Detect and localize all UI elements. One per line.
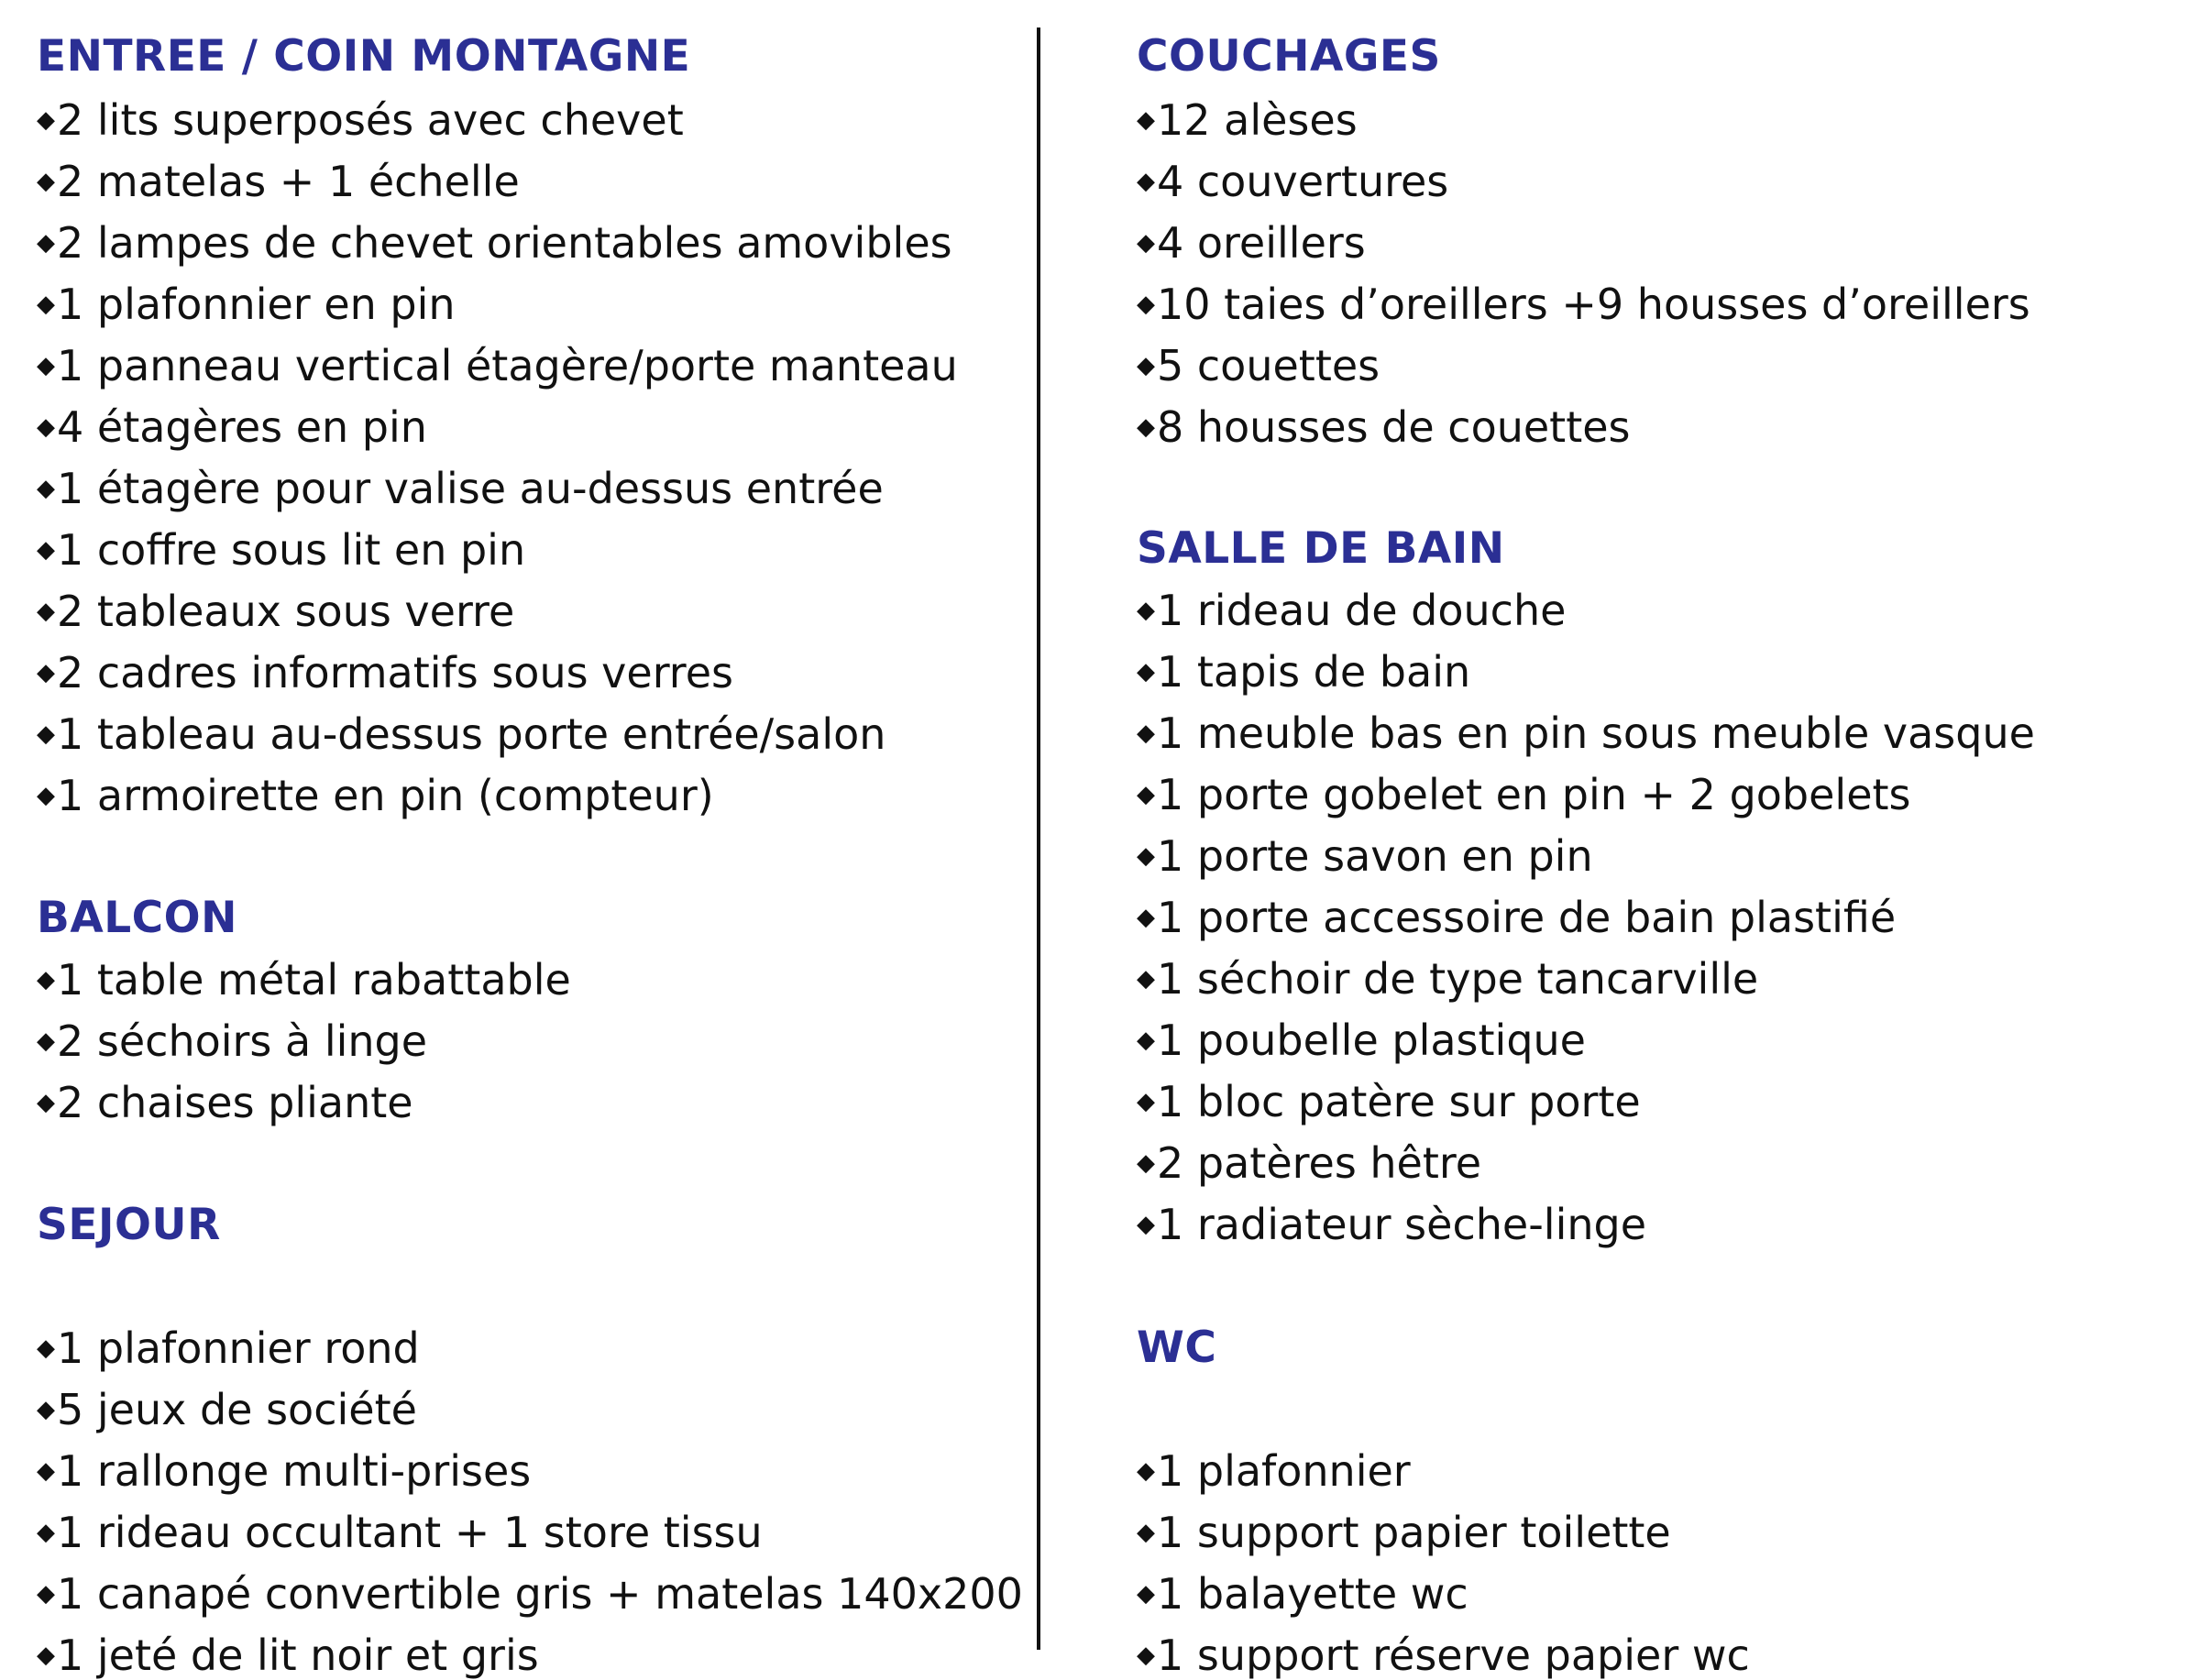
bullet-icon: ◆	[1137, 1026, 1155, 1054]
list-item: ◆4 étagères en pin	[37, 402, 427, 452]
section-heading-salle-de-bain: SALLE DE BAIN	[1137, 523, 1505, 574]
column-divider	[1037, 27, 1040, 1650]
bullet-icon: ◆	[1137, 1579, 1155, 1608]
bullet-icon: ◆	[37, 597, 55, 625]
bullet-icon: ◆	[1137, 1518, 1155, 1546]
list-item: ◆1 rideau occultant + 1 store tissu	[37, 1508, 763, 1557]
bullet-icon: ◆	[1137, 1087, 1155, 1115]
list-item: ◆1 rideau de douche	[1137, 586, 1567, 635]
list-item: ◆1 support réserve papier wc	[1137, 1631, 1750, 1680]
list-item: ◆1 tableau au-dessus porte entrée/salon	[37, 709, 886, 759]
list-item: ◆5 jeux de société	[37, 1385, 417, 1434]
list-item: ◆1 armoirette en pin (compteur)	[37, 771, 714, 820]
list-item: ◆1 panneau vertical étagère/porte manteau	[37, 341, 958, 390]
bullet-icon: ◆	[37, 290, 55, 318]
list-item: ◆1 plafonnier rond	[37, 1323, 420, 1373]
bullet-icon: ◆	[37, 781, 55, 809]
bullet-icon: ◆	[1137, 351, 1155, 379]
bullet-icon: ◆	[37, 1395, 55, 1423]
bullet-icon: ◆	[37, 351, 55, 379]
bullet-icon: ◆	[1137, 1148, 1155, 1177]
right-column	[1137, 0, 2182, 1680]
list-item: ◆2 matelas + 1 échelle	[37, 157, 520, 206]
bullet-icon: ◆	[37, 167, 55, 195]
bullet-icon: ◆	[37, 535, 55, 564]
list-item: ◆1 plafonnier en pin	[37, 280, 456, 329]
bullet-icon: ◆	[37, 965, 55, 994]
list-item: ◆1 table métal rabattable	[37, 955, 571, 1005]
list-item: ◆4 couvertures	[1137, 157, 1449, 206]
bullet-icon: ◆	[1137, 841, 1155, 870]
bullet-icon: ◆	[1137, 1641, 1155, 1669]
section-heading-entree: ENTREE / COIN MONTAGNE	[37, 31, 691, 82]
list-item: ◆2 lits superposés avec chevet	[37, 95, 684, 145]
list-item: ◆8 housses de couettes	[1137, 402, 1631, 452]
list-item: ◆5 couettes	[1137, 341, 1380, 390]
bullet-icon: ◆	[37, 719, 55, 748]
list-item: ◆2 tableaux sous verre	[37, 587, 515, 636]
bullet-icon: ◆	[37, 1518, 55, 1546]
bullet-icon: ◆	[37, 1088, 55, 1116]
section-heading-wc: WC	[1137, 1323, 1217, 1373]
bullet-icon: ◆	[1137, 719, 1155, 747]
list-item: ◆12 alèses	[1137, 95, 1358, 145]
list-item: ◆2 chaises pliante	[37, 1078, 413, 1127]
list-item: ◆1 plafonnier	[1137, 1446, 1411, 1496]
list-item: ◆1 poubelle plastique	[1137, 1016, 1586, 1065]
list-item: ◆2 lampes de chevet orientables amovibles	[37, 218, 952, 268]
bullet-icon: ◆	[37, 1641, 55, 1669]
list-item: ◆1 porte savon en pin	[1137, 831, 1593, 881]
list-item: ◆1 jeté de lit noir et gris	[37, 1631, 539, 1680]
bullet-icon: ◆	[1137, 412, 1155, 441]
list-item: ◆10 taies d’oreillers +9 housses d’oreillers	[1137, 280, 2030, 329]
list-item: ◆4 oreillers	[1137, 218, 1366, 268]
section-heading-balcon: BALCON	[37, 893, 237, 943]
bullet-icon: ◆	[1137, 780, 1155, 808]
bullet-icon: ◆	[37, 658, 55, 686]
bullet-icon: ◆	[1137, 290, 1155, 318]
bullet-icon: ◆	[1137, 105, 1155, 134]
list-item: ◆1 meuble bas en pin sous meuble vasque	[1137, 708, 2035, 758]
bullet-icon: ◆	[1137, 1210, 1155, 1238]
bullet-icon: ◆	[37, 1579, 55, 1608]
bullet-icon: ◆	[37, 474, 55, 502]
bullet-icon: ◆	[1137, 964, 1155, 993]
list-item: ◆1 support papier toilette	[1137, 1508, 1671, 1557]
left-column	[37, 0, 1027, 1680]
list-item: ◆1 rallonge multi-prises	[37, 1446, 532, 1496]
list-item: ◆1 porte gobelet en pin + 2 gobelets	[1137, 770, 1911, 819]
section-heading-sejour: SEJOUR	[37, 1200, 221, 1250]
list-item: ◆1 canapé convertible gris + matelas 140x200	[37, 1569, 1023, 1619]
list-item: ◆1 tapis de bain	[1137, 647, 1471, 697]
bullet-icon: ◆	[1137, 596, 1155, 624]
bullet-icon: ◆	[37, 1334, 55, 1362]
list-item: ◆2 séchoirs à linge	[37, 1016, 428, 1066]
list-item: ◆1 balayette wc	[1137, 1569, 1468, 1619]
bullet-icon: ◆	[37, 412, 55, 441]
bullet-icon: ◆	[1137, 1456, 1155, 1485]
bullet-icon: ◆	[1137, 228, 1155, 257]
list-item: ◆1 radiateur sèche-linge	[1137, 1200, 1647, 1249]
bullet-icon: ◆	[1137, 167, 1155, 195]
bullet-icon: ◆	[37, 228, 55, 257]
bullet-icon: ◆	[37, 1456, 55, 1485]
bullet-icon: ◆	[1137, 903, 1155, 931]
list-item: ◆1 porte accessoire de bain plastifié	[1137, 893, 1897, 942]
bullet-icon: ◆	[37, 1027, 55, 1055]
bullet-icon: ◆	[37, 105, 55, 134]
list-item: ◆2 patères hêtre	[1137, 1138, 1482, 1188]
section-heading-couchages: COUCHAGES	[1137, 31, 1441, 82]
list-item: ◆1 coffre sous lit en pin	[37, 525, 526, 575]
list-item: ◆2 cadres informatifs sous verres	[37, 648, 733, 697]
list-item: ◆1 bloc patère sur porte	[1137, 1077, 1641, 1126]
bullet-icon: ◆	[1137, 657, 1155, 686]
list-item: ◆1 séchoir de type tancarville	[1137, 954, 1759, 1004]
list-item: ◆1 étagère pour valise au-dessus entrée	[37, 464, 884, 513]
